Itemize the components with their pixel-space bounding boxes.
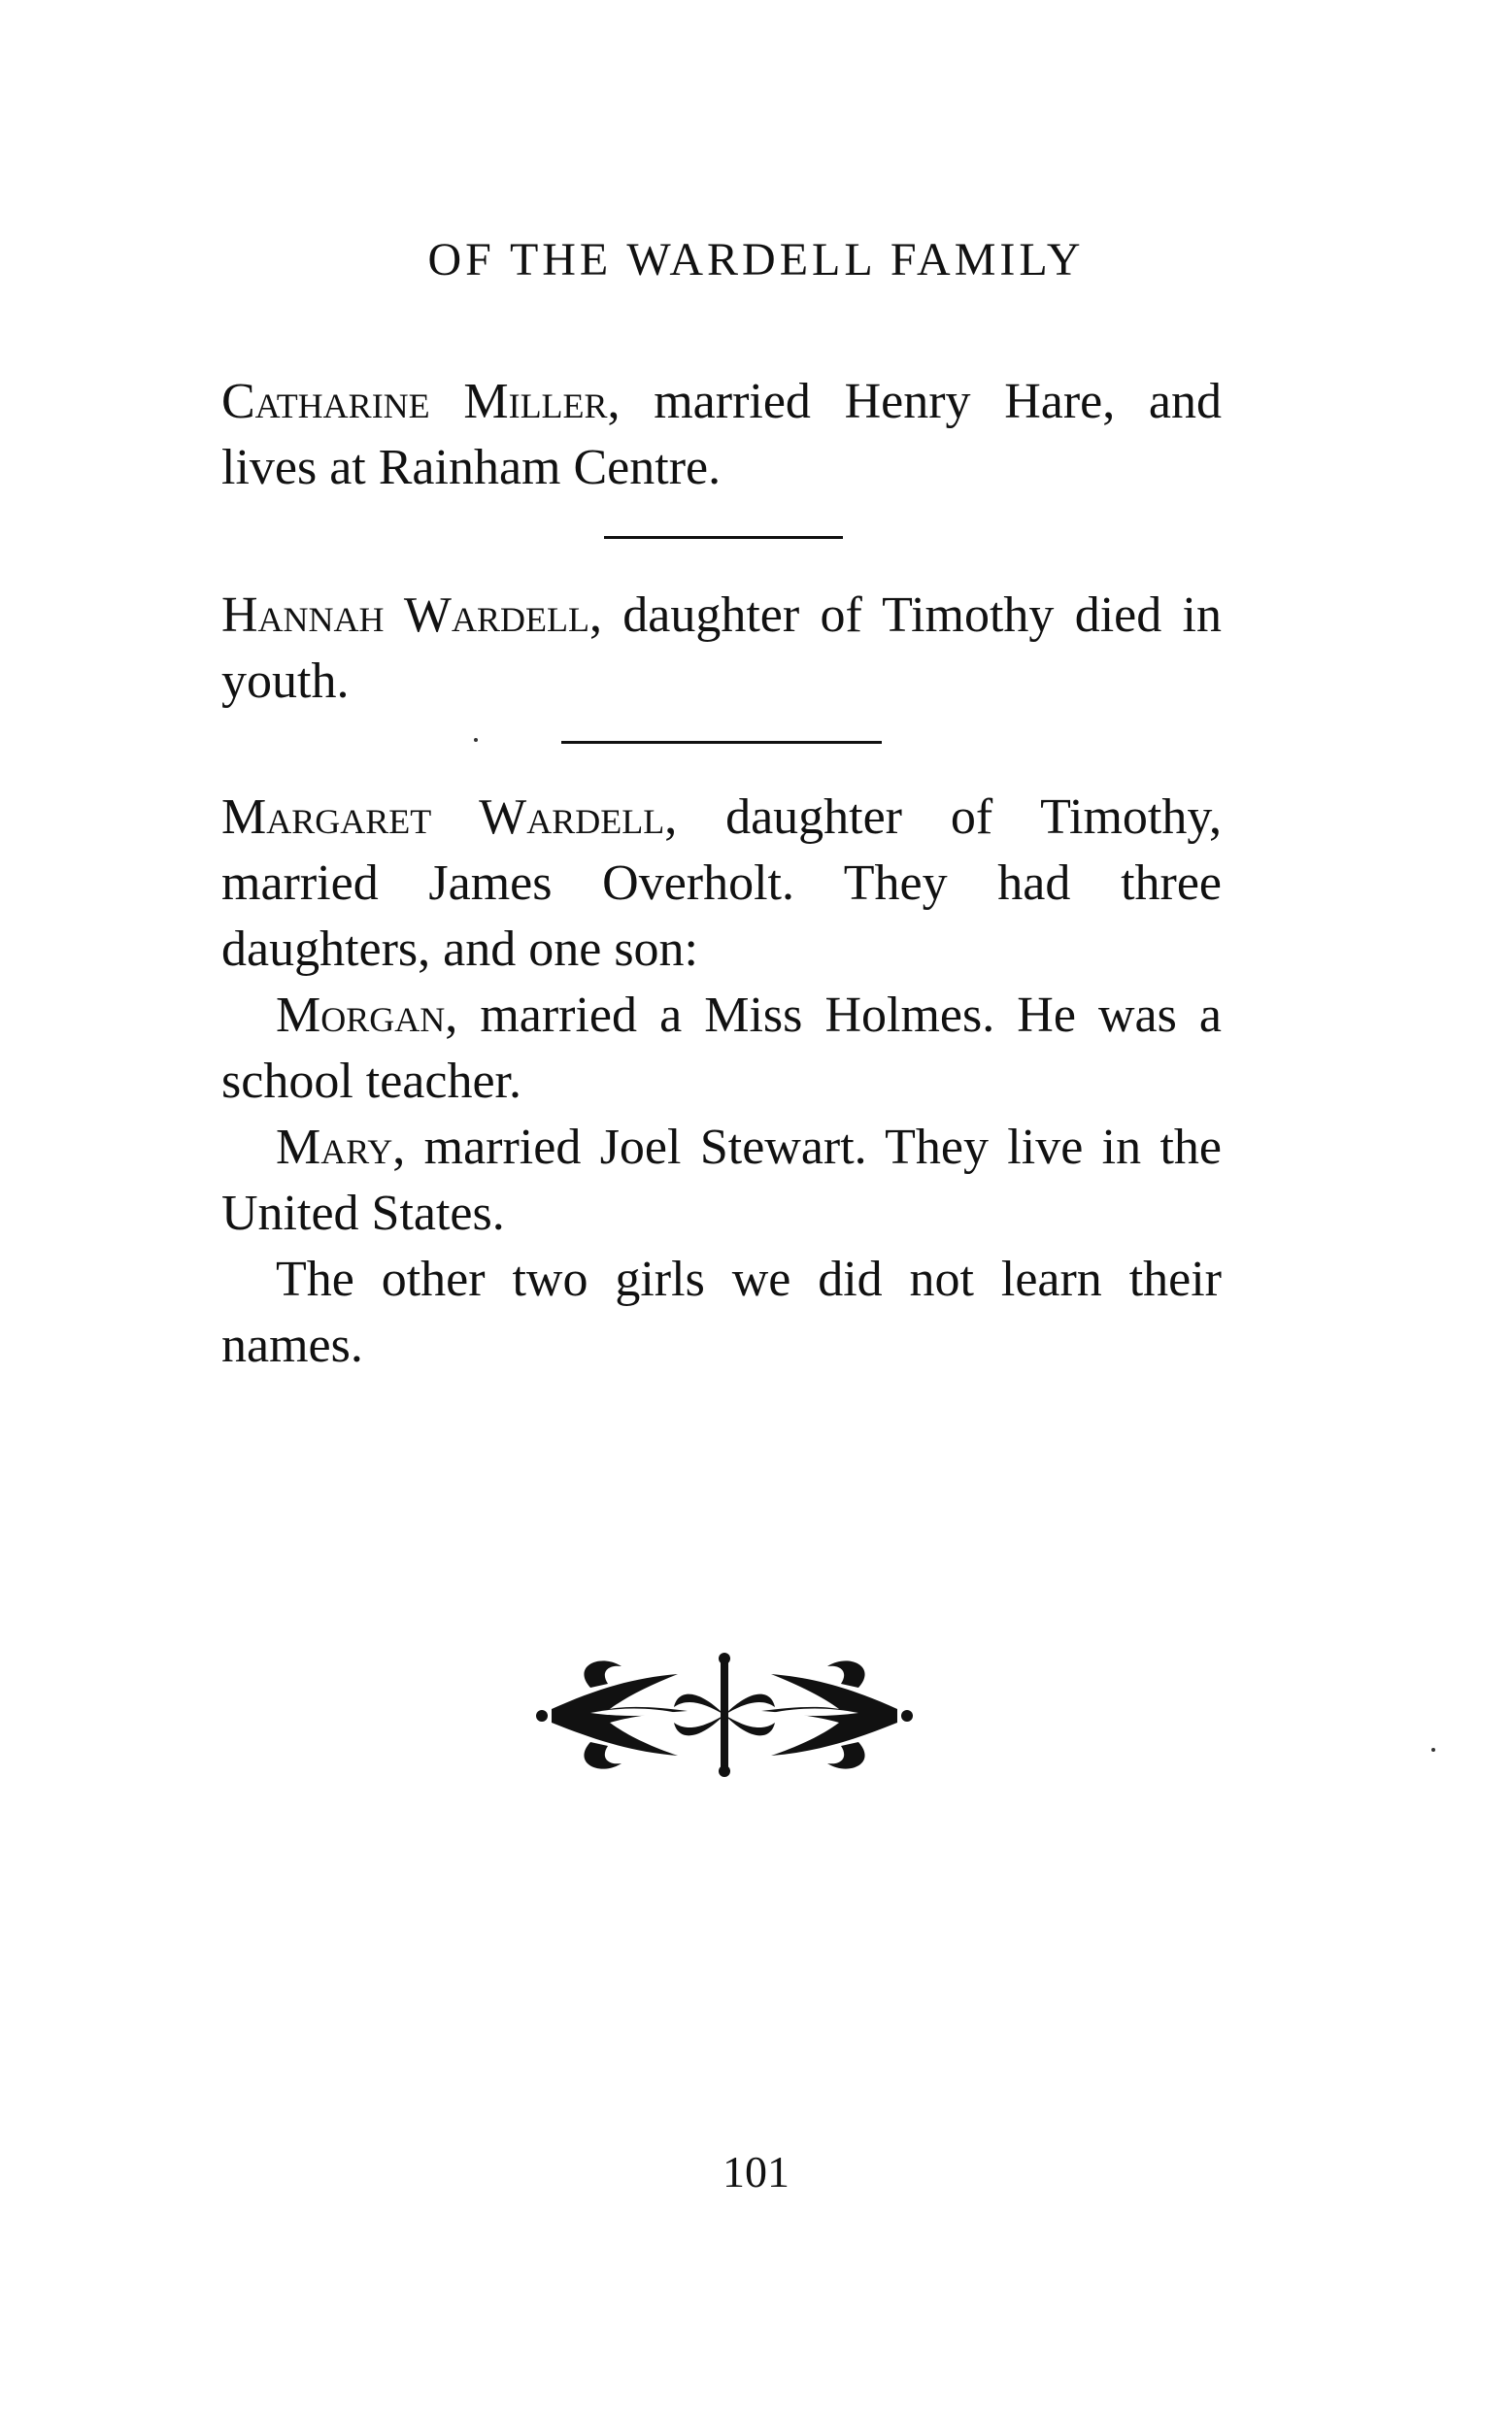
entry-catharine-miller bbox=[221, 369, 1222, 501]
entry-text: daughter of Timothy died in youth. bbox=[221, 587, 1222, 709]
print-speck bbox=[1431, 1748, 1435, 1752]
print-speck bbox=[474, 738, 478, 742]
entry-name: Catharine Miller, bbox=[221, 374, 621, 429]
closing-line: The other two girls we did not learn their names. bbox=[221, 1252, 1222, 1373]
section-divider bbox=[604, 536, 843, 539]
scroll-ornament-icon bbox=[532, 1649, 917, 1781]
page-number: 101 bbox=[722, 2147, 790, 2196]
entry-text: married Joel Stewart. They live in the United States. bbox=[221, 1120, 1222, 1241]
entry-morgan bbox=[221, 983, 1222, 1115]
entry-mary bbox=[221, 1115, 1222, 1247]
entry-margaret-wardell bbox=[221, 785, 1222, 983]
entry-name: Hannah Wardell, bbox=[221, 587, 602, 643]
entry-hannah-wardell bbox=[221, 583, 1222, 715]
entry-text: married a Miss Holmes. He was a school teacher. bbox=[221, 988, 1222, 1109]
running-head: OF THE WARDELL FAMILY bbox=[427, 234, 1085, 285]
entry-name: Morgan, bbox=[276, 988, 458, 1043]
section-divider bbox=[561, 741, 882, 744]
entry-name: Margaret Wardell, bbox=[221, 789, 678, 845]
entry-name: Mary, bbox=[276, 1120, 406, 1175]
entry-text: daughter of Timothy, married James Overholt. They had three daughters, and one son: bbox=[221, 789, 1222, 977]
entry-text: married Henry Hare, and lives at Rainham Centre. bbox=[221, 374, 1223, 495]
